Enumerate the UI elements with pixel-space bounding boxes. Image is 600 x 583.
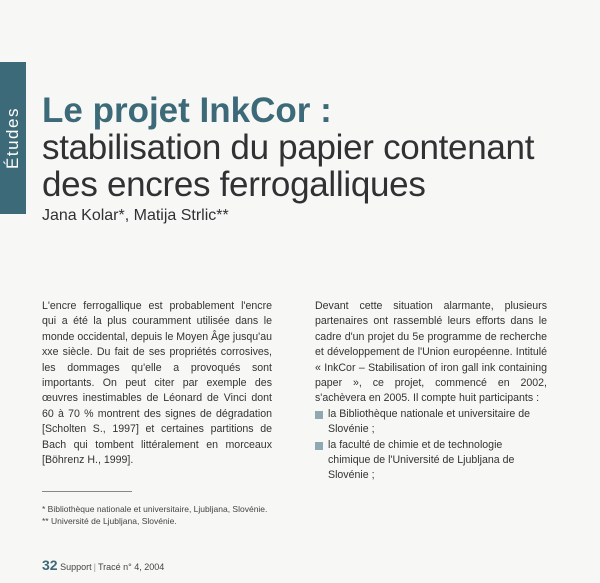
title-line-3: des encres ferrogalliques [42,165,426,204]
journal-name: Support [60,562,92,572]
page-number: 32 [42,557,58,573]
section-label: Études [3,107,22,169]
list-item-text: la faculté de chimie et de technologie chimique de l'Université de Ljubljana de Slovénie ; [328,438,515,482]
list-item-text: la Bibliothèque nationale et universitaire de Slovénie ; [328,407,531,436]
right-paragraph: Devant cette situation alarmante, plusieurs partenaires ont rassemblé leurs efforts dans le cadre d'un projet du 5e programme de recherche et développement de l'Union européenne. Intitulé « InkCor – Stabilisation of iron gall ink containing paper », ce projet, commencé en 2002, s'achèvera en 2005. Il compte huit participants : [315,300,547,405]
square-bullet-icon [315,442,323,450]
page-footer [42,557,164,573]
title-main: Le projet InkCor : [42,91,332,130]
article-title [42,92,534,203]
left-column [42,299,272,468]
section-tab [0,62,26,214]
list-item [315,438,547,484]
footnote-divider [42,491,132,492]
right-column [315,299,547,484]
footer-separator: | [93,562,96,572]
authors: Jana Kolar*, Matija Strlic** [42,207,229,224]
title-line-2: stabilisation du papier contenant [42,128,535,167]
left-paragraph: L'encre ferrogallique est probablement l'encre qui a été la plus couramment utilisée dans le monde occidental, depuis le Moyen Âge jusqu'au xxe siècle. Du fait de ses propriétés corrosives, les dommages qu'elle a provoqués sont importants. On peut citer par exemple des œuvres inestimables de Léonard de Vinci dont 60 à 70 % montrent des signes de dégradation [Scholten S., 1997] et certaines partitions de Bach qui tombent littéralement en morceaux [Böhrenz H., 1999]. [42,300,272,467]
square-bullet-icon [315,411,323,419]
footnotes [42,503,267,527]
footnote: * Bibliothèque nationale et universitaire, Ljubljana, Slovénie. [42,504,268,514]
journal-issue: Tracé n° 4, [97,562,142,572]
footnote: ** Université de Ljubljana, Slovénie. [42,516,177,526]
list-item [315,407,547,438]
journal-year: 2004 [144,562,165,572]
